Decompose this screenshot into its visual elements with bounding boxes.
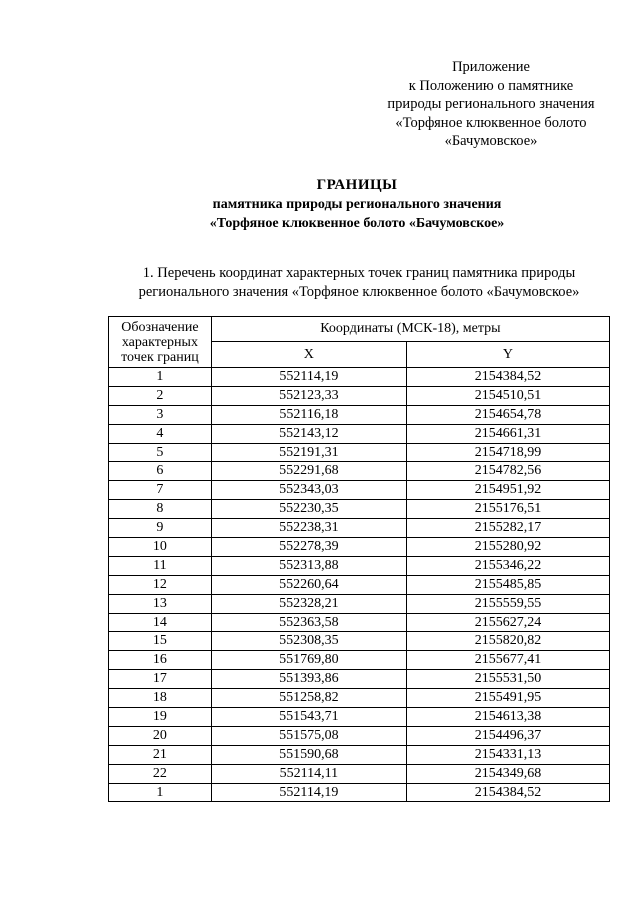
y-cell: 2154384,52 — [406, 368, 609, 387]
point-cell: 14 — [109, 613, 212, 632]
point-cell: 12 — [109, 575, 212, 594]
y-cell: 2155677,41 — [406, 651, 609, 670]
x-cell: 551769,80 — [211, 651, 406, 670]
table-row — [109, 783, 610, 802]
y-cell: 2154349,68 — [406, 764, 609, 783]
y-cell: 2154613,38 — [406, 708, 609, 727]
x-cell: 552308,35 — [211, 632, 406, 651]
y-cell: 2155176,51 — [406, 500, 609, 519]
table-row — [109, 481, 610, 500]
table-row — [109, 368, 610, 387]
table-row — [109, 538, 610, 557]
table-row — [109, 651, 610, 670]
point-cell: 6 — [109, 462, 212, 481]
header-coordinates: Координаты (МСК-18), метры — [211, 317, 609, 342]
y-cell: 2155820,82 — [406, 632, 609, 651]
header-y: Y — [406, 342, 609, 368]
point-cell: 2 — [109, 386, 212, 405]
table-row — [109, 575, 610, 594]
table-row — [109, 405, 610, 424]
x-cell: 552238,31 — [211, 519, 406, 538]
x-cell: 552114,19 — [211, 783, 406, 802]
title-heading: ГРАНИЦЫ — [316, 177, 398, 193]
point-cell: 19 — [109, 708, 212, 727]
point-cell: 15 — [109, 632, 212, 651]
point-cell: 21 — [109, 745, 212, 764]
point-cell: 8 — [109, 500, 212, 519]
point-cell: 3 — [109, 405, 212, 424]
title-subheading: памятника природы регионального значения — [212, 197, 502, 212]
y-cell: 2154331,13 — [406, 745, 609, 764]
point-cell: 11 — [109, 556, 212, 575]
y-cell: 2155282,17 — [406, 519, 609, 538]
x-cell: 551590,68 — [211, 745, 406, 764]
x-cell: 552363,58 — [211, 613, 406, 632]
y-cell: 2155280,92 — [406, 538, 609, 557]
point-cell: 13 — [109, 594, 212, 613]
x-cell: 552191,31 — [211, 443, 406, 462]
appendix-line: природы регионального значения — [387, 96, 595, 112]
table-row — [109, 764, 610, 783]
table-row — [109, 594, 610, 613]
point-cell: 4 — [109, 424, 212, 443]
table-row — [109, 443, 610, 462]
y-cell: 2154496,37 — [406, 726, 609, 745]
table-row — [109, 670, 610, 689]
table-row — [109, 613, 610, 632]
table-body — [109, 368, 610, 802]
x-cell: 552343,03 — [211, 481, 406, 500]
x-cell: 552143,12 — [211, 424, 406, 443]
x-cell: 552123,33 — [211, 386, 406, 405]
x-cell: 552114,19 — [211, 368, 406, 387]
point-cell: 1 — [109, 783, 212, 802]
point-cell: 18 — [109, 689, 212, 708]
y-cell: 2154951,92 — [406, 481, 609, 500]
table-row — [109, 708, 610, 727]
point-cell: 9 — [109, 519, 212, 538]
y-cell: 2154718,99 — [406, 443, 609, 462]
y-cell: 2155531,50 — [406, 670, 609, 689]
section-heading — [108, 264, 610, 302]
x-cell: 551575,08 — [211, 726, 406, 745]
point-cell: 5 — [109, 443, 212, 462]
header-point-designation: Обозначение характерных точек границ — [109, 317, 212, 368]
header-x: X — [211, 342, 406, 368]
y-cell: 2154510,51 — [406, 386, 609, 405]
table-row — [109, 386, 610, 405]
table-row — [109, 745, 610, 764]
table-row — [109, 462, 610, 481]
y-cell: 2154654,78 — [406, 405, 609, 424]
x-cell: 552278,39 — [211, 538, 406, 557]
title-object-name: «Торфяное клюквенное болото «Бачумовское» — [209, 216, 505, 231]
table-row — [109, 632, 610, 651]
appendix-line: «Бачумовское» — [444, 133, 538, 149]
y-cell: 2154384,52 — [406, 783, 609, 802]
y-cell: 2155491,95 — [406, 689, 609, 708]
y-cell: 2154782,56 — [406, 462, 609, 481]
point-cell: 10 — [109, 538, 212, 557]
table-row — [109, 424, 610, 443]
x-cell: 552116,18 — [211, 405, 406, 424]
table-row — [109, 689, 610, 708]
appendix-line: к Положению о памятнике — [408, 77, 574, 94]
appendix-line: Приложение — [452, 59, 530, 75]
appendix-note — [360, 58, 622, 151]
table-row — [109, 556, 610, 575]
point-cell: 20 — [109, 726, 212, 745]
x-cell: 551258,82 — [211, 689, 406, 708]
x-cell: 551393,86 — [211, 670, 406, 689]
document-title — [0, 176, 640, 233]
x-cell: 552114,11 — [211, 764, 406, 783]
point-cell: 22 — [109, 764, 212, 783]
table-row — [109, 500, 610, 519]
x-cell: 552291,68 — [211, 462, 406, 481]
table-row — [109, 726, 610, 745]
x-cell: 552313,88 — [211, 556, 406, 575]
point-cell: 17 — [109, 670, 212, 689]
section-line: 1. Перечень координат характерных точек границ памятника природы — [142, 265, 576, 281]
y-cell: 2155346,22 — [406, 556, 609, 575]
y-cell: 2155485,85 — [406, 575, 609, 594]
appendix-line: «Торфяное клюквенное болото — [395, 114, 587, 131]
x-cell: 551543,71 — [211, 708, 406, 727]
x-cell: 552260,64 — [211, 575, 406, 594]
y-cell: 2155627,24 — [406, 613, 609, 632]
y-cell: 2155559,55 — [406, 594, 609, 613]
x-cell: 552230,35 — [211, 500, 406, 519]
y-cell: 2154661,31 — [406, 424, 609, 443]
x-cell: 552328,21 — [211, 594, 406, 613]
coordinates-table — [108, 316, 610, 802]
table-row — [109, 519, 610, 538]
point-cell: 7 — [109, 481, 212, 500]
point-cell: 16 — [109, 651, 212, 670]
point-cell: 1 — [109, 368, 212, 387]
section-line: регионального значения «Торфяное клюквенное болото «Бачумовское» — [138, 284, 580, 300]
